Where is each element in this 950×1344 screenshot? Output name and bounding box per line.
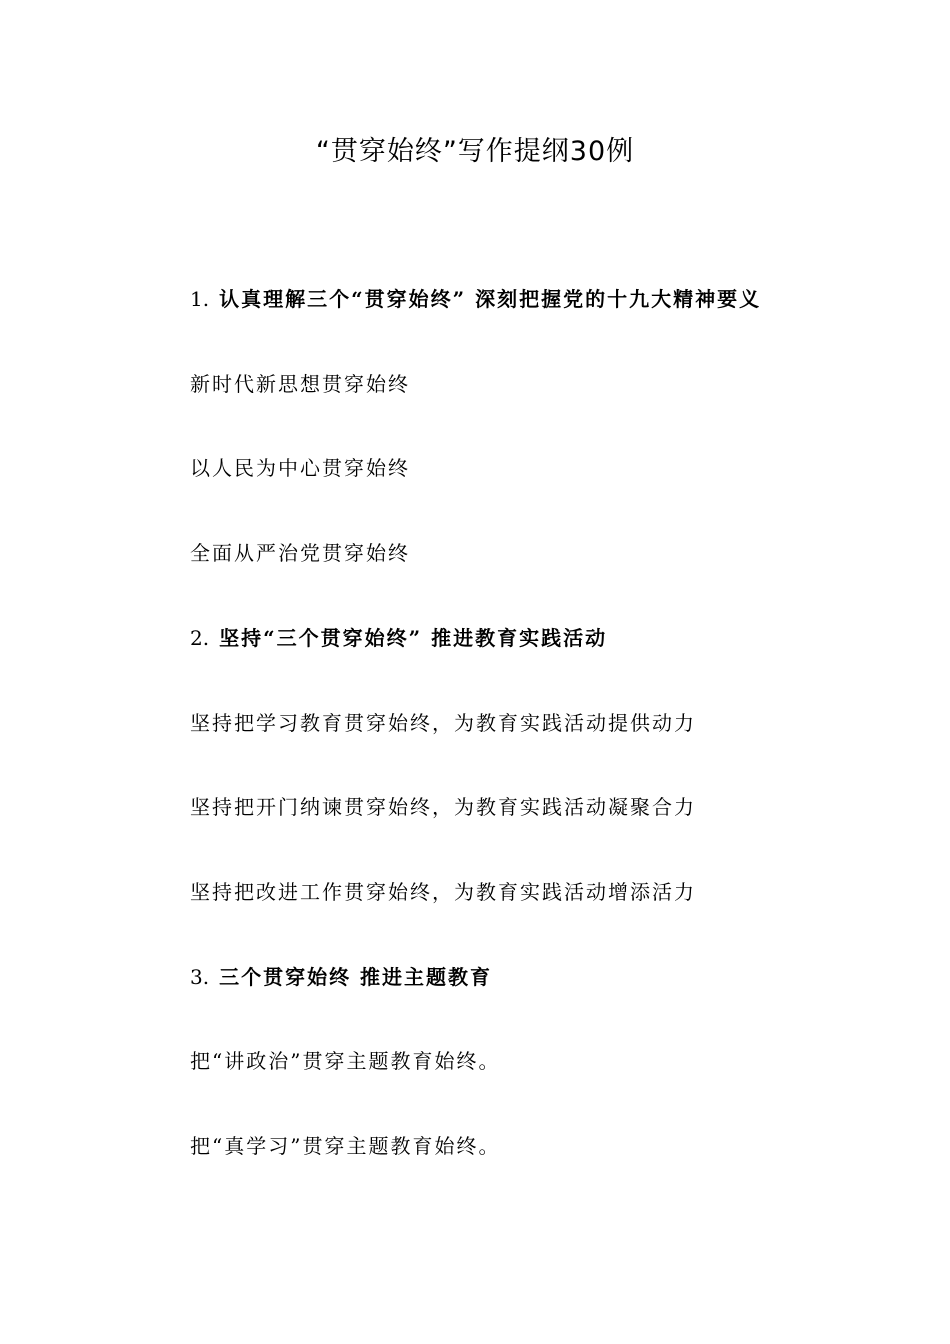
- section-number: 3.: [190, 965, 210, 989]
- list-item: 把“真学习”贯穿主题教育始终。: [190, 1134, 501, 1158]
- list-item: 坚持把学习教育贯穿始终，为教育实践活动提供动力: [190, 711, 696, 735]
- section-heading-text: 坚持“三个贯穿始终” 推进教育实践活动: [219, 626, 608, 650]
- section-heading-3: [190, 962, 492, 992]
- section-heading-text: 三个贯穿始终 推进主题教育: [219, 965, 493, 989]
- section-heading-1: [190, 284, 761, 314]
- list-item: 全面从严治党贯穿始终: [190, 541, 410, 565]
- list-item: 坚持把改进工作贯穿始终，为教育实践活动增添活力: [190, 880, 696, 904]
- section-heading-text: 认真理解三个“贯穿始终” 深刻把握党的十九大精神要义: [219, 287, 762, 311]
- section-number: 2.: [190, 626, 210, 650]
- list-item: 新时代新思想贯穿始终: [190, 372, 410, 396]
- section-number: 1.: [190, 287, 210, 311]
- list-item: 坚持把开门纳谏贯穿始终，为教育实践活动凝聚合力: [190, 795, 696, 819]
- list-item: 把“讲政治”贯穿主题教育始终。: [190, 1049, 501, 1073]
- section-heading-2: [190, 623, 607, 653]
- document-title: “贯穿始终”写作提纲30例: [315, 136, 635, 167]
- list-item: 以人民为中心贯穿始终: [190, 456, 410, 480]
